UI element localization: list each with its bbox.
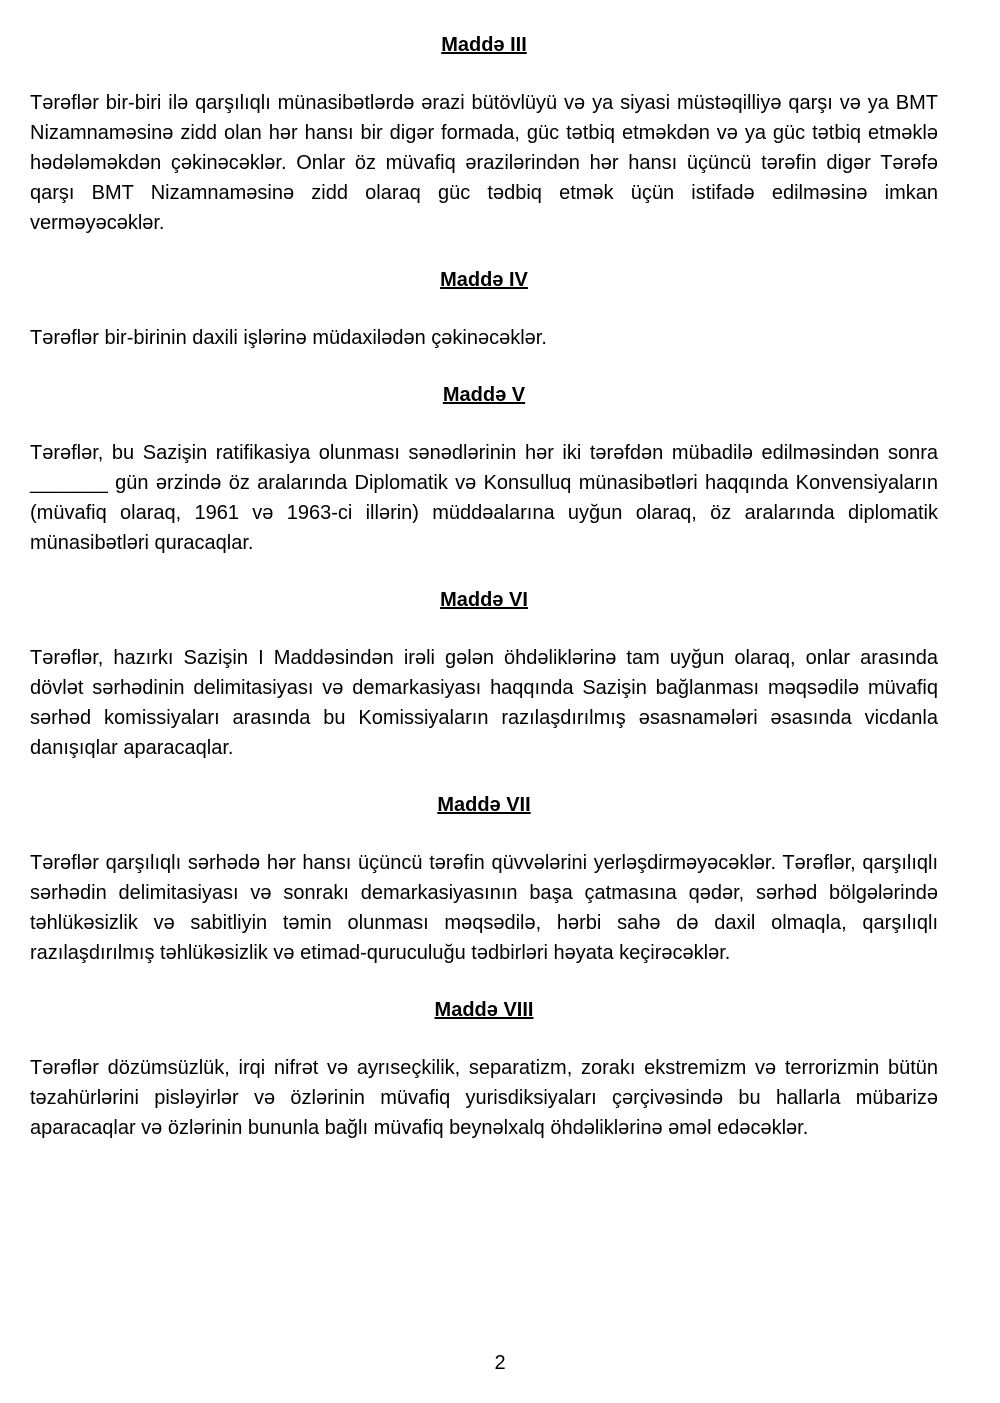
article-vi — [30, 585, 938, 763]
article-v — [30, 380, 938, 558]
article-viii — [30, 995, 938, 1143]
article-paragraph: Tərəflər, bu Sazişin ratifikasiya olunması sənədlərinin hər iki tərəfdən mübadilə edilməsindən sonra _______ gün ərzində öz aralarında Diplomatik və Konsulluq münasibətləri haqqında Konvensiyaların (müvafiq olaraq, 1961 və 1963-ci illərin) müddəalarına uyğun olaraq, öz aralarında diplomatik münasibətləri quracaqlar. — [30, 442, 938, 554]
article-paragraph: Tərəflər dözümsüzlük, irqi nifrət və ayrıseçkilik, separatizm, zorakı ekstremizm və terrorizmin bütün təzahürlərini pisləyirlər və özlərinin müvafiq yurisdiksiyaları çərçivəsində bu hallarla mübarizə aparacaqlar və özlərinin bununla bağlı müvafiq beynəlxalq öhdəliklərinə əməl edəcəklər. — [30, 1057, 938, 1139]
article-paragraph: Tərəflər bir-biri ilə qarşılıqlı münasibətlərdə ərazi bütövlüyü və ya siyasi müstəqilliyə qarşı və ya BMT Nizamnaməsinə zidd olan hər hansı bir digər formada, güc tətbiq etməkdən və ya güc tətbiq etməklə hədələməkdən çəkinəcəklər. Onlar öz müvafiq ərazilərindən hər hansı üçüncü tərəfin digər Tərəfə qarşı BMT Nizamnaməsinə zidd olaraq güc tədbiq etmək üçün istifadə edilməsinə imkan verməyəcəklər. — [30, 92, 938, 234]
article-paragraph: Tərəflər, hazırkı Sazişin I Maddəsindən irəli gələn öhdəliklərinə tam uyğun olaraq, onlar arasında dövlət sərhədinin delimitasiyası və demarkasiyası haqqında Sazişin bağlanması məqsədilə müvafiq sərhəd komissiyaları arasında bu Komissiyaların razılaşdırılmış əsasnamələri əsasında vicdanla danışıqlar aparacaqlar. — [30, 647, 938, 759]
article-heading: Maddə VII — [437, 794, 531, 816]
article-paragraph: Tərəflər qarşılıqlı sərhədə hər hansı üçüncü tərəfin qüvvələrini yerləşdirməyəcəklər. Tərəflər, qarşılıqlı sərhədin delimitasiyası və sonrakı demarkasiyasının başa çatmasına qədər, sərhəd bölgələrində təhlükəsizlik və sabitliyin təmin olunması məqsədilə, hərbi sahə də daxil olmaqla, qarşılıqlı razılaşdırılmış təhlükəsizlik və etimad-quruculuğu tədbirləri həyata keçirəcəklər. — [30, 852, 938, 964]
article-heading: Maddə VIII — [434, 999, 534, 1021]
page-number: 2 — [494, 1352, 506, 1374]
article-iii — [30, 30, 938, 238]
article-vii — [30, 790, 938, 968]
article-paragraph: Tərəflər bir-birinin daxili işlərinə müdaxilədən çəkinəcəklər. — [30, 327, 547, 349]
article-heading: Maddə V — [442, 384, 526, 406]
article-iv — [30, 265, 938, 353]
article-heading: Maddə IV — [440, 269, 528, 291]
article-heading: Maddə VI — [440, 589, 528, 611]
article-heading: Maddə III — [441, 34, 527, 56]
